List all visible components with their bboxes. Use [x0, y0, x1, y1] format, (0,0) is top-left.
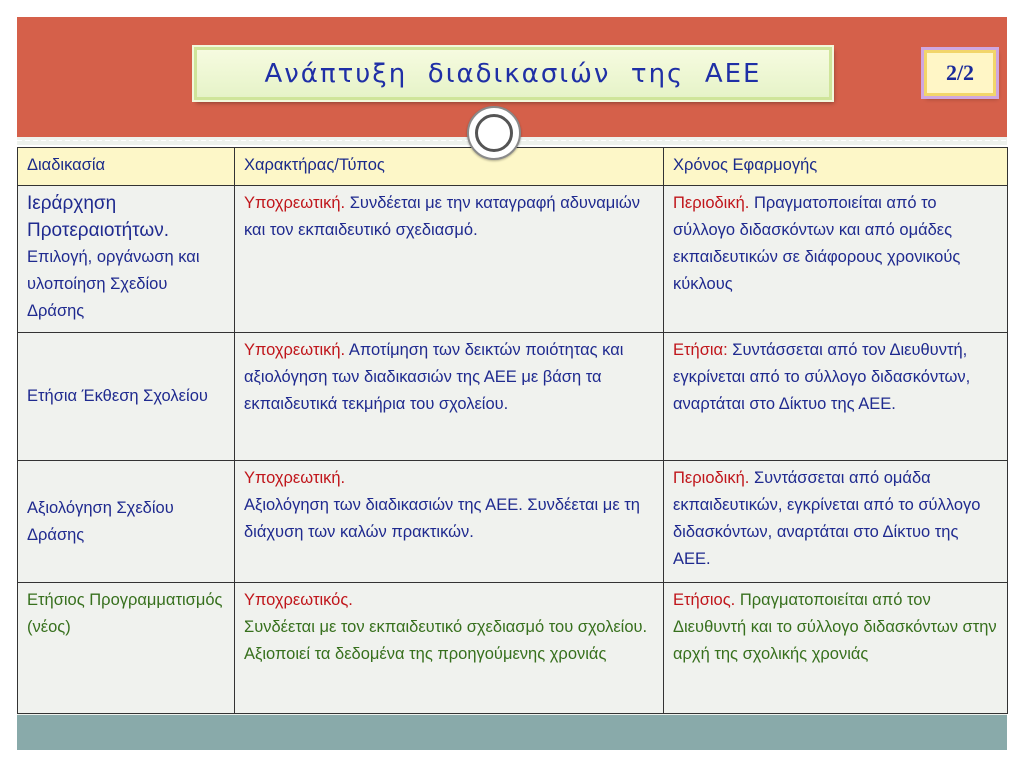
type-cell — [235, 333, 664, 461]
type-label: Υποχρεωτική. — [244, 341, 346, 359]
process-cell — [18, 583, 235, 714]
footer-band — [17, 715, 1007, 750]
page-indicator: 2/2 — [924, 50, 996, 96]
header-time: Χρόνος Εφαρμογής — [664, 148, 1008, 186]
ring-ornament — [467, 106, 521, 160]
process-table — [17, 147, 1008, 714]
process-name: Ετήσιος Προγραμματισμός (νέος) — [27, 591, 223, 636]
time-cell — [664, 333, 1008, 461]
title-box — [194, 47, 832, 100]
process-cell — [18, 461, 235, 583]
type-cell — [235, 186, 664, 333]
type-text: Συνδέεται με την καταγραφή αδυναμιών και τον εκπαιδευτικό σχεδιασμό. — [244, 194, 641, 239]
time-label: Περιοδική. — [673, 469, 750, 487]
time-text: Πραγματοποιείται από το σύλλογο διδασκόντων και από ομάδες εκπαιδευτικών σε διάφορους χρονικούς κύκλους — [673, 194, 961, 293]
time-text: Συντάσσεται από ομάδα εκπαιδευτικών, εγκρίνεται από το σύλλογο διδασκόντων, αναρτάται στο Δίκτυο της ΑΕΕ. — [673, 469, 981, 568]
ring-inner — [475, 114, 513, 152]
header-process: Διαδικασία — [18, 148, 235, 186]
process-name: Ετήσια Έκθεση Σχολείου — [27, 387, 208, 405]
table-row — [18, 186, 1008, 333]
time-label: Ετήσια: — [673, 341, 728, 359]
time-text: Συντάσσεται από τον Διευθυντή, εγκρίνεται από το σύλλογο διδασκόντων, αναρτάται στο Δίκτυο της ΑΕΕ. — [673, 341, 971, 413]
slide-title: Ανάπτυξη διαδικασιών της ΑΕΕ — [264, 58, 762, 89]
type-label: Υποχρεωτική. — [244, 194, 346, 212]
process-subtitle: Επιλογή, οργάνωση και υλοποίηση Σχεδίου Δράσης — [27, 248, 200, 320]
table-header-row — [18, 148, 1008, 186]
time-label: Περιοδική. — [673, 194, 750, 212]
type-text: Αξιολόγηση των διαδικασιών της ΑΕΕ. Συνδέεται με τη διάχυση των καλών πρακτικών. — [244, 496, 640, 541]
table-row — [18, 583, 1008, 714]
time-cell — [664, 186, 1008, 333]
header-type: Χαρακτήρας/Τύπος — [235, 148, 664, 186]
time-label: Ετήσιος. — [673, 591, 736, 609]
time-cell — [664, 583, 1008, 714]
type-cell — [235, 461, 664, 583]
process-cell — [18, 186, 235, 333]
type-label: Υποχρεωτικός. — [244, 591, 353, 609]
type-label: Υποχρεωτική. — [244, 469, 346, 487]
type-text: Συνδέεται με τον εκπαιδευτικό σχεδιασμό του σχολείου. Αξιοποιεί τα δεδομένα της προηγούμενης χρονιάς — [244, 618, 648, 663]
process-cell — [18, 333, 235, 461]
table-row — [18, 333, 1008, 461]
time-cell — [664, 461, 1008, 583]
process-name: Αξιολόγηση Σχεδίου Δράσης — [27, 498, 174, 544]
time-text: Πραγματοποιείται από τον Διευθυντή και το σύλλογο διδασκόντων στην αρχή της σχολικής χρονιάς — [673, 591, 997, 663]
table-row — [18, 461, 1008, 583]
type-cell — [235, 583, 664, 714]
type-text: Αποτίμηση των δεικτών ποιότητας και αξιολόγηση των διαδικασιών της ΑΕΕ με βάση τα εκπαιδευτικά τεκμήρια του σχολείου. — [244, 341, 624, 413]
process-title: Ιεράρχηση Προτεραιοτήτων. — [27, 193, 170, 241]
